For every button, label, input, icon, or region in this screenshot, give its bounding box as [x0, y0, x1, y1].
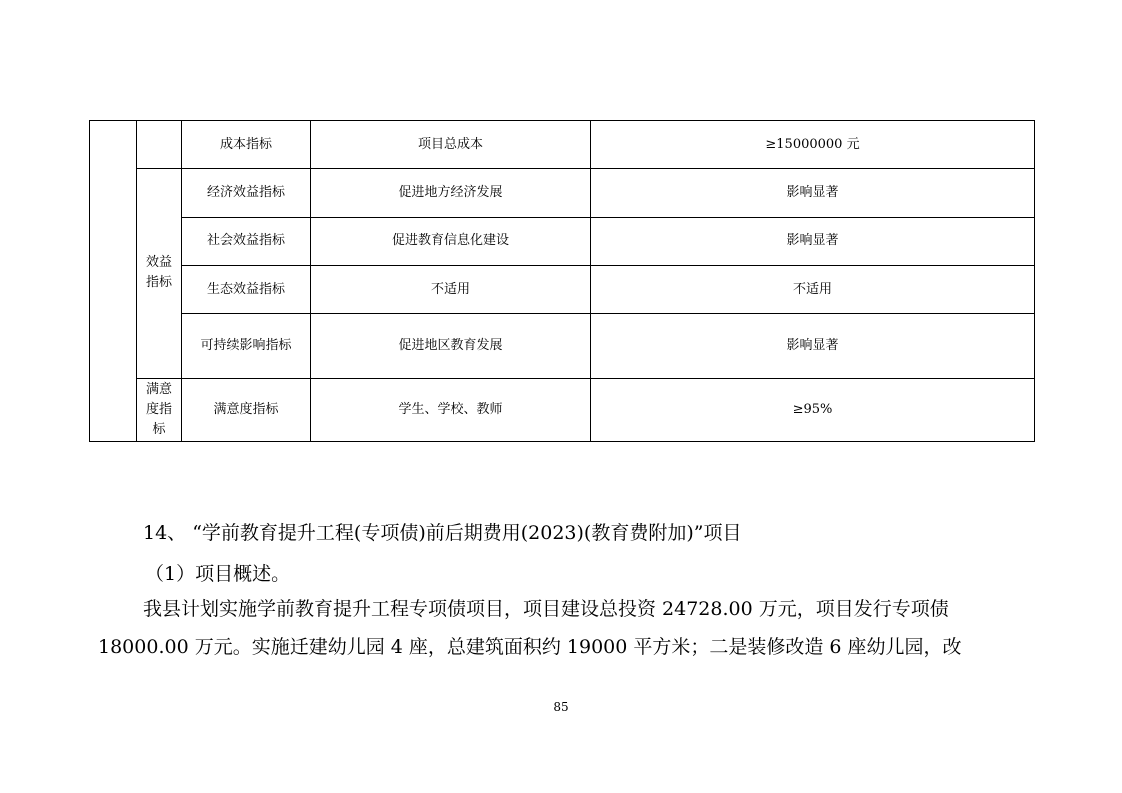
table-row [90, 378, 1035, 441]
indicator-target-cell: ≥95% [591, 378, 1035, 441]
table-row [90, 265, 1035, 313]
secondary-indicator-cell [137, 169, 182, 378]
indicator-target-cell: ≥15000000 元 [591, 121, 1035, 169]
body-text-line: 18000.00 万元。实施迁建幼儿园 4 座，总建筑面积约 19000 平方米；二是装修改造 6 座幼儿园，改 [98, 636, 962, 658]
indicator-target-cell: 影响显著 [591, 314, 1035, 378]
table-row [90, 169, 1035, 217]
indicator-content-cell: 促进地区教育发展 [311, 314, 591, 378]
indicator-content-cell: 项目总成本 [311, 121, 591, 169]
tertiary-indicator-cell: 可持续影响指标 [182, 314, 311, 378]
satisfaction-group-label: 满意度指标 [145, 381, 172, 437]
tertiary-indicator-cell: 社会效益指标 [182, 217, 311, 265]
indicator-content-cell: 不适用 [311, 265, 591, 313]
indicator-content-cell: 促进教育信息化建设 [311, 217, 591, 265]
indicator-target-cell: 影响显著 [591, 217, 1035, 265]
table-row [90, 121, 1035, 169]
performance-indicator-table [89, 120, 1035, 442]
indicator-target-cell: 不适用 [591, 265, 1035, 313]
table-row [90, 217, 1035, 265]
benefit-group-label: 效益指标 [145, 255, 172, 291]
body-text-line: 我县计划实施学前教育提升工程专项债项目，项目建设总投资 24728.00 万元，项目发行专项债 [143, 598, 949, 620]
tertiary-indicator-cell: 生态效益指标 [182, 265, 311, 313]
indicator-content-cell: 学生、学校、教师 [311, 378, 591, 441]
indicator-content-cell: 促进地方经济发展 [311, 169, 591, 217]
primary-indicator-cell [90, 121, 137, 442]
indicator-target-cell: 影响显著 [591, 169, 1035, 217]
tertiary-indicator-cell: 成本指标 [182, 121, 311, 169]
tertiary-indicator-cell: 满意度指标 [182, 378, 311, 441]
section-heading: 14、 “学前教育提升工程(专项债)前后期费用(2023)(教育费附加)”项目 [143, 522, 742, 544]
overview-title: （1）项目概述。 [145, 563, 291, 585]
secondary-indicator-cell [137, 378, 182, 441]
tertiary-indicator-cell: 经济效益指标 [182, 169, 311, 217]
page-number: 85 [553, 700, 569, 714]
table-row [90, 314, 1035, 378]
secondary-indicator-cell [137, 121, 182, 169]
